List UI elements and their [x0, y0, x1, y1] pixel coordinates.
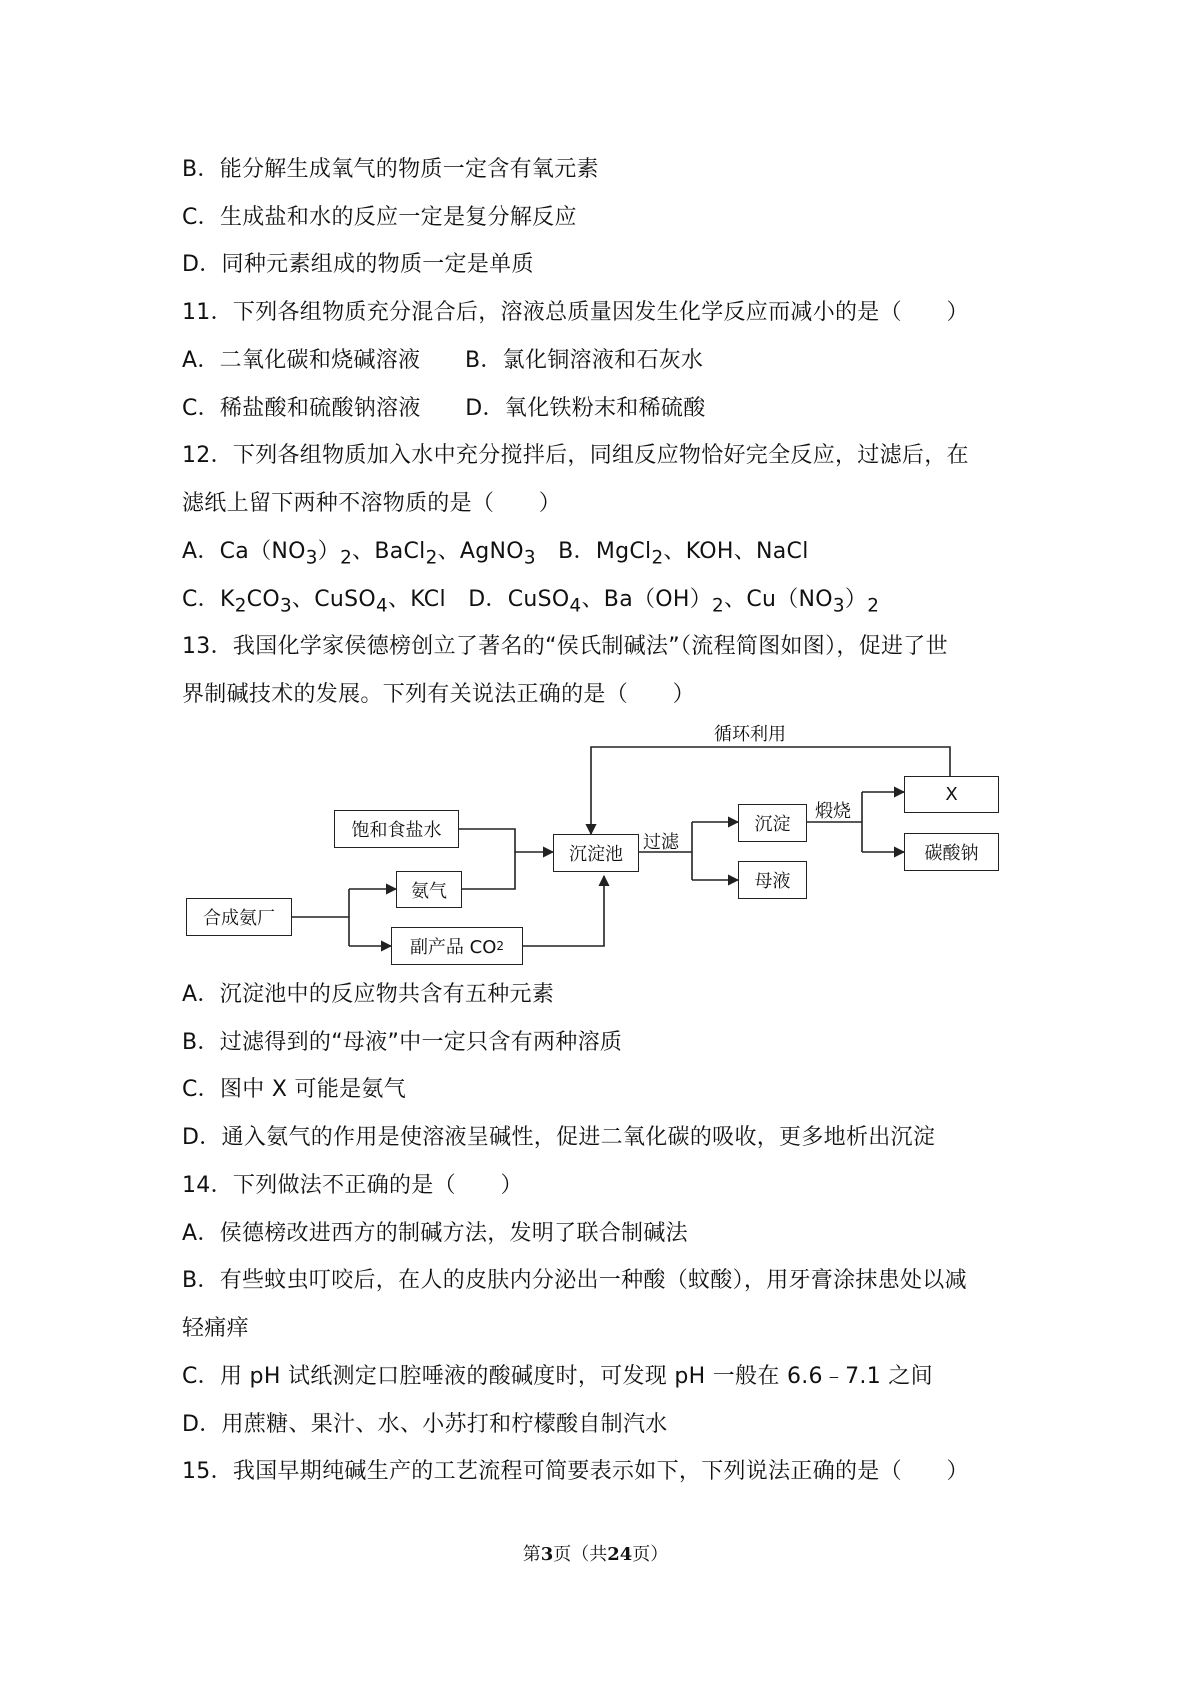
tank-box: 沉淀池 [553, 834, 639, 872]
recycle-label: 循环利用 [714, 724, 786, 745]
option-line: C．生成盐和水的反应一定是复分解反应 [182, 205, 577, 230]
co2-arrow [523, 876, 604, 946]
option-line: A．二氧化碳和烧碱溶液 B．氯化铜溶液和石灰水 [182, 348, 704, 373]
option-line: C．图中 X 可能是氨气 [182, 1077, 407, 1102]
soda-box: 碳酸钠 [904, 833, 999, 871]
mother-liquor-box: 母液 [738, 861, 807, 899]
brine-box: 饱和食盐水 [334, 810, 459, 848]
question-line: 13．我国化学家侯德榜创立了著名的“侯氏制碱法”（流程简图如图），促进了世 [182, 634, 948, 659]
x-box: X [904, 776, 999, 813]
option-line: B．过滤得到的“母液”中一定只含有两种溶质 [182, 1030, 623, 1055]
option-line: D．用蔗糖、果汁、水、小苏打和柠檬酸自制汽水 [182, 1412, 668, 1437]
page-footer: 第3页（共24页） [522, 1544, 669, 1565]
question-line: 14．下列做法不正确的是（ ） [182, 1173, 523, 1198]
question-line: 界制碱技术的发展。下列有关说法正确的是（ ） [182, 682, 695, 707]
brine-arrow [459, 829, 553, 852]
option-line: C．用 pH 试纸测定口腔唾液的酸碱度时，可发现 pH 一般在 6.6﹣7.1 之间 [182, 1364, 933, 1389]
question-line: 11．下列各组物质充分混合后，溶液总质量因发生化学反应而减小的是（ ） [182, 300, 969, 325]
q12-options-cd: C．$K_2CO_3$、CuSO$_4$、KCl D．CuSO$_4$、$Ba(OH)_2$、$Cu(NO_3)_2$ [182, 587, 880, 617]
option-line: A．沉淀池中的反应物共含有五种元素 [182, 982, 555, 1007]
option-line: D．通入氨气的作用是使溶液呈碱性，促进二氧化碳的吸收，更多地析出沉淀 [182, 1125, 936, 1150]
co2-box: 副产品 CO 2 [391, 927, 523, 965]
option-line: B．能分解生成氧气的物质一定含有氧元素 [182, 157, 599, 182]
q12-options-ab: A．$Ca(NO_3)_2$、BaCl$_2$、AgNO$_3$ B．MgCl$_2$、KOH、NaCl [182, 539, 809, 569]
calcine-label: 煅烧 [815, 801, 851, 822]
ammonia-arrow [462, 852, 515, 889]
question-line: 15．我国早期纯碱生产的工艺流程可简要表示如下，下列说法正确的是（ ） [182, 1459, 969, 1484]
plant-box: 合成氨厂 [186, 898, 292, 936]
ammonia-box: 氨气 [396, 871, 462, 908]
question-line: 滤纸上留下两种不溶物质的是（ ） [182, 491, 562, 516]
option-line: A．侯德榜改进西方的制碱方法，发明了联合制碱法 [182, 1221, 688, 1246]
question-line: 12．下列各组物质加入水中充分搅拌后，同组反应物恰好完全反应，过滤后，在 [182, 443, 969, 468]
option-line: D．同种元素组成的物质一定是单质 [182, 252, 534, 277]
option-line: C．稀盐酸和硫酸钠溶液 D．氧化铁粉末和稀硫酸 [182, 396, 706, 421]
option-line: B．有些蚊虫叮咬后，在人的皮肤内分泌出一种酸（蚊酸），用牙膏涂抹患处以减 [182, 1268, 967, 1293]
precipitate-box: 沉淀 [738, 804, 807, 842]
option-line: 轻痛痒 [182, 1316, 249, 1341]
filter-label: 过滤 [643, 832, 679, 853]
